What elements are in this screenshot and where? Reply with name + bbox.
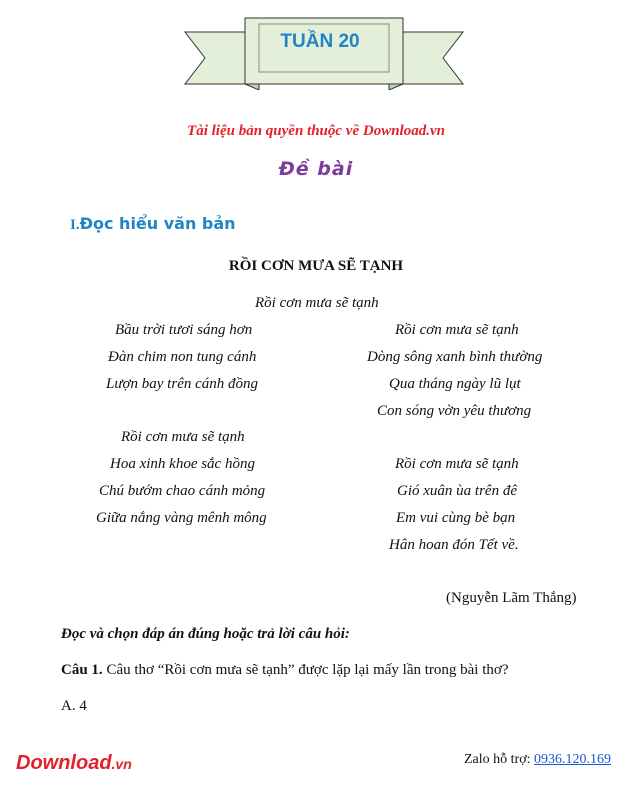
poem-title: RỒI CƠN MƯA SẼ TẠNH [228, 258, 404, 274]
question-label: Câu 1. [61, 662, 103, 678]
poem-author: (Nguyễn Lãm Thắng) [446, 590, 577, 606]
poem-line: Bầu trời tươi sáng hơn [115, 322, 253, 338]
exercise-heading: Đề bài [278, 158, 354, 180]
poem-line: Con sóng vờn yêu thương [377, 403, 532, 419]
poem-line: Chú bướm chao cánh mỏng [99, 483, 266, 499]
poem-line: Rồi cơn mưa sẽ tạnh [395, 456, 519, 472]
section-heading [70, 214, 236, 234]
zalo-phone-link[interactable]: 0936.120.169 [534, 752, 611, 767]
section-number: I. [70, 217, 80, 233]
poem-line: Đàn chim non tung cánh [108, 349, 257, 365]
instruction-text: Đọc và chọn đáp án đúng hoặc trả lời câu hỏi: [61, 626, 350, 642]
poem-line: Lượn bay trên cánh đồng [106, 376, 259, 392]
poem-line: Rồi cơn mưa sẽ tạnh [395, 322, 519, 338]
week-title: TUẦN 20 [280, 31, 360, 52]
question-text: Câu thơ “Rồi cơn mưa sẽ tạnh” được lặp lại mấy lần trong bài thơ? [102, 662, 509, 678]
poem-line: Hoa xinh khoe sắc hồng [110, 456, 255, 472]
poem-line: Em vui cùng bè bạn [396, 510, 516, 526]
logo-main: Download [16, 752, 112, 774]
poem-line: Rồi cơn mưa sẽ tạnh [121, 429, 245, 445]
logo-suffix: .vn [111, 756, 132, 772]
poem-line: Qua tháng ngày lũ lụt [389, 376, 521, 392]
copyright-notice: Tài liệu bản quyền thuộc về Download.vn [187, 123, 445, 139]
poem-line: Giữa nắng vàng mênh mông [96, 510, 267, 526]
zalo-support [464, 752, 611, 768]
answer-option-a: A. 4 [61, 698, 87, 714]
section-title: Đọc hiểu văn bản [79, 214, 236, 233]
poem-opening-line: Rồi cơn mưa sẽ tạnh [255, 295, 379, 311]
poem-line: Hân hoan đón Tết về. [389, 537, 519, 553]
poem-line: Gió xuân ùa trên đê [397, 483, 517, 499]
question-1 [61, 662, 509, 679]
poem-line: Dòng sông xanh bình thường [367, 349, 543, 365]
zalo-label: Zalo hỗ trợ: [464, 752, 534, 767]
download-logo [16, 752, 132, 775]
